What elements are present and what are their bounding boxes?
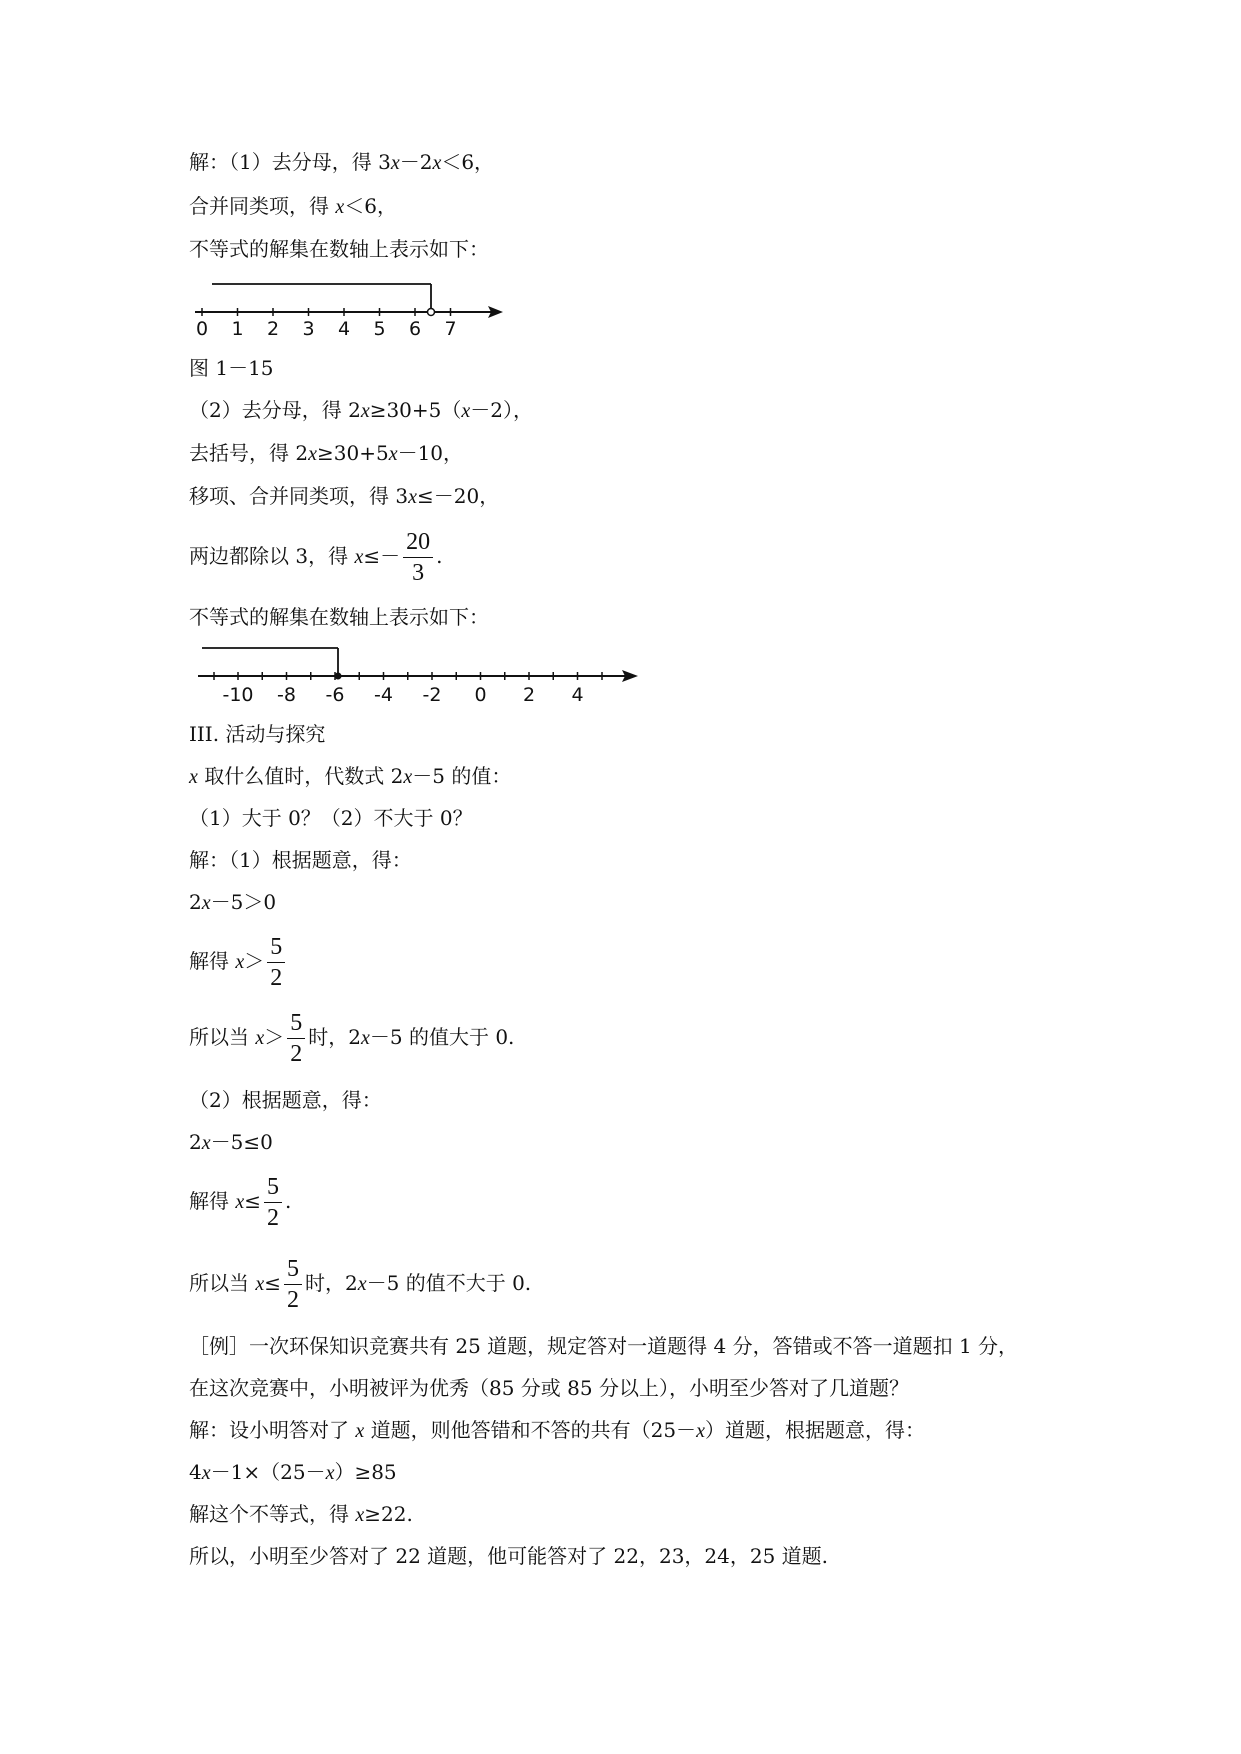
var-x: x (325, 1462, 335, 1484)
text: 不等式的解集在数轴上表示如下： (189, 605, 489, 629)
solution-line (189, 1170, 291, 1233)
solution-line (189, 525, 442, 588)
text: ＜6， (344, 194, 397, 218)
numerator: 5 (267, 934, 285, 963)
example-line (189, 1418, 925, 1443)
var-x: x (360, 1027, 370, 1049)
tick-label: 1 (231, 318, 244, 340)
text: 4 (189, 1460, 202, 1484)
denominator: 3 (412, 560, 425, 586)
text: 2 (189, 1130, 202, 1154)
open-endpoint (428, 309, 435, 316)
numerator: 5 (284, 1256, 302, 1285)
text: －2）， (470, 398, 534, 422)
tick-label: 0 (474, 684, 487, 706)
denominator: 2 (287, 1287, 300, 1313)
var-x: x (255, 1273, 265, 1295)
text: （2）根据题意，得： (189, 1088, 382, 1112)
var-x: x (408, 486, 417, 508)
text: （1）大于 0？（2）不大于 0？ (189, 806, 473, 830)
tick-label: 2 (522, 684, 536, 706)
text: ≤ (264, 1271, 282, 1295)
denominator: 2 (290, 1041, 303, 1067)
var-x: x (201, 1132, 211, 1154)
tick-label: -8 (277, 684, 296, 706)
numerator: 5 (287, 1010, 305, 1039)
text: 解：（1）根据题意，得： (189, 848, 412, 872)
text: －5 的值大于 0. (369, 1025, 515, 1049)
section-heading (189, 722, 325, 746)
solution-line (189, 930, 288, 993)
tick-label: 6 (408, 318, 422, 340)
text: . (436, 544, 443, 568)
text: 取什么值时，代数式 2 (197, 764, 404, 788)
tick-label: 2 (266, 318, 280, 340)
text: 两边都除以 3，得 (189, 544, 355, 568)
solution-line (189, 1130, 273, 1155)
tick-label: 5 (373, 318, 386, 340)
text: 解：设小明答对了 (189, 1418, 356, 1442)
var-x: x (432, 152, 442, 174)
fraction (267, 934, 285, 991)
text: －5 的值不大于 0. (366, 1271, 532, 1295)
text: －2 (399, 150, 433, 174)
var-x: x (355, 1504, 365, 1526)
text: （2）去分母，得 2 (189, 398, 361, 422)
text: 道题，则他答错和不答的共有（25－ (364, 1418, 697, 1442)
var-x: x (201, 1462, 211, 1484)
var-x: x (335, 196, 345, 218)
fraction (403, 529, 433, 586)
question-line (189, 806, 473, 830)
number-line-1 (185, 272, 515, 340)
var-x: x (201, 892, 211, 914)
var-x: x (388, 443, 398, 465)
fraction (287, 1010, 305, 1067)
fraction (264, 1174, 282, 1231)
text: －1×（25－ (210, 1460, 326, 1484)
text: ≤－20， (416, 484, 500, 508)
text: －5＞0 (210, 890, 277, 914)
text: 解这个不等式，得 (189, 1502, 356, 1526)
closed-endpoint (335, 673, 342, 680)
text: 所以当 (189, 1025, 256, 1049)
text: 时，2 (305, 1271, 358, 1295)
text: ＞ (244, 949, 265, 973)
solution-line (189, 1088, 382, 1112)
text: 解：（1）去分母，得 3 (189, 150, 391, 174)
text: －5 的值： (412, 764, 512, 788)
text: 时，2 (308, 1025, 361, 1049)
solution-line (189, 237, 489, 261)
figure-caption (189, 356, 274, 380)
var-x: x (308, 443, 317, 465)
tick-label: 7 (444, 318, 457, 340)
text: 解得 (189, 1189, 236, 1213)
tick-label: 0 (195, 318, 209, 340)
solution-line (189, 605, 489, 629)
number-line-2 (190, 638, 650, 706)
numerator: 5 (264, 1174, 282, 1203)
text: 不等式的解集在数轴上表示如下： (189, 237, 489, 261)
example-line (189, 1460, 397, 1485)
solution-line (189, 890, 276, 915)
numerator: 20 (403, 529, 433, 558)
text: 去括号，得 2 (189, 441, 309, 465)
text: . (285, 1189, 292, 1213)
text: ＜6， (441, 150, 495, 174)
var-x: x (235, 951, 245, 973)
text: 所以当 (189, 1271, 256, 1295)
tick-label: 4 (337, 318, 351, 340)
text: ≥30+5 (316, 441, 389, 465)
text: ）道题，根据题意，得： (704, 1418, 925, 1442)
example-line (189, 1544, 828, 1568)
solution-line (189, 150, 494, 175)
example-line (189, 1502, 413, 1527)
text: 所以，小明至少答对了 22 道题，他可能答对了 22，23，24，25 道题. (189, 1544, 829, 1568)
denominator: 2 (270, 965, 283, 991)
example-line (189, 1376, 909, 1400)
var-x: x (355, 1420, 365, 1442)
var-x: x (461, 400, 471, 422)
question-line (189, 764, 511, 789)
solution-line (189, 441, 463, 466)
solution-line (189, 194, 397, 219)
text: －5≤0 (210, 1130, 273, 1154)
tick-label: -10 (222, 684, 254, 706)
text: ≥22. (364, 1502, 413, 1526)
text: －10， (397, 441, 464, 465)
text: ［例］一次环保知识竞赛共有 25 道题，规定答对一道题得 4 分，答错或不答一道题扣 1 分， (189, 1334, 1019, 1358)
var-x: x (696, 1420, 705, 1442)
solution-line (189, 848, 412, 872)
solution-line (189, 1006, 514, 1069)
text: 解得 (189, 949, 236, 973)
text: 在这次竞赛中，小明被评为优秀（85 分或 85 分以上），小明至少答对了几道题？ (189, 1376, 909, 1400)
fraction (284, 1256, 302, 1313)
var-x: x (390, 152, 400, 174)
var-x: x (255, 1027, 265, 1049)
text: ≥30+5（ (369, 398, 462, 422)
tick-label: -4 (374, 684, 393, 706)
example-line (189, 1334, 1018, 1358)
text: III. 活动与探究 (189, 722, 326, 746)
var-x: x (235, 1191, 245, 1213)
denominator: 2 (267, 1205, 280, 1231)
text: ≤ (244, 1189, 262, 1213)
var-x: x (189, 766, 198, 788)
text: 合并同类项，得 (189, 194, 336, 218)
tick-label: 4 (571, 684, 584, 706)
text: ）≥85 (334, 1460, 397, 1484)
solution-line (189, 1252, 531, 1315)
var-x: x (357, 1273, 367, 1295)
tick-label: -2 (422, 684, 442, 706)
var-x: x (354, 546, 364, 568)
text: 移项、合并同类项，得 3 (189, 484, 409, 508)
solution-line (189, 484, 499, 509)
text: ＞ (264, 1025, 285, 1049)
tick-label: -6 (325, 684, 345, 706)
var-x: x (360, 400, 370, 422)
text: 2 (189, 890, 202, 914)
text: 图 1－15 (189, 356, 274, 380)
solution-line (189, 398, 533, 423)
var-x: x (403, 766, 413, 788)
tick-label: 3 (302, 318, 315, 340)
text: ≤－ (363, 544, 401, 568)
